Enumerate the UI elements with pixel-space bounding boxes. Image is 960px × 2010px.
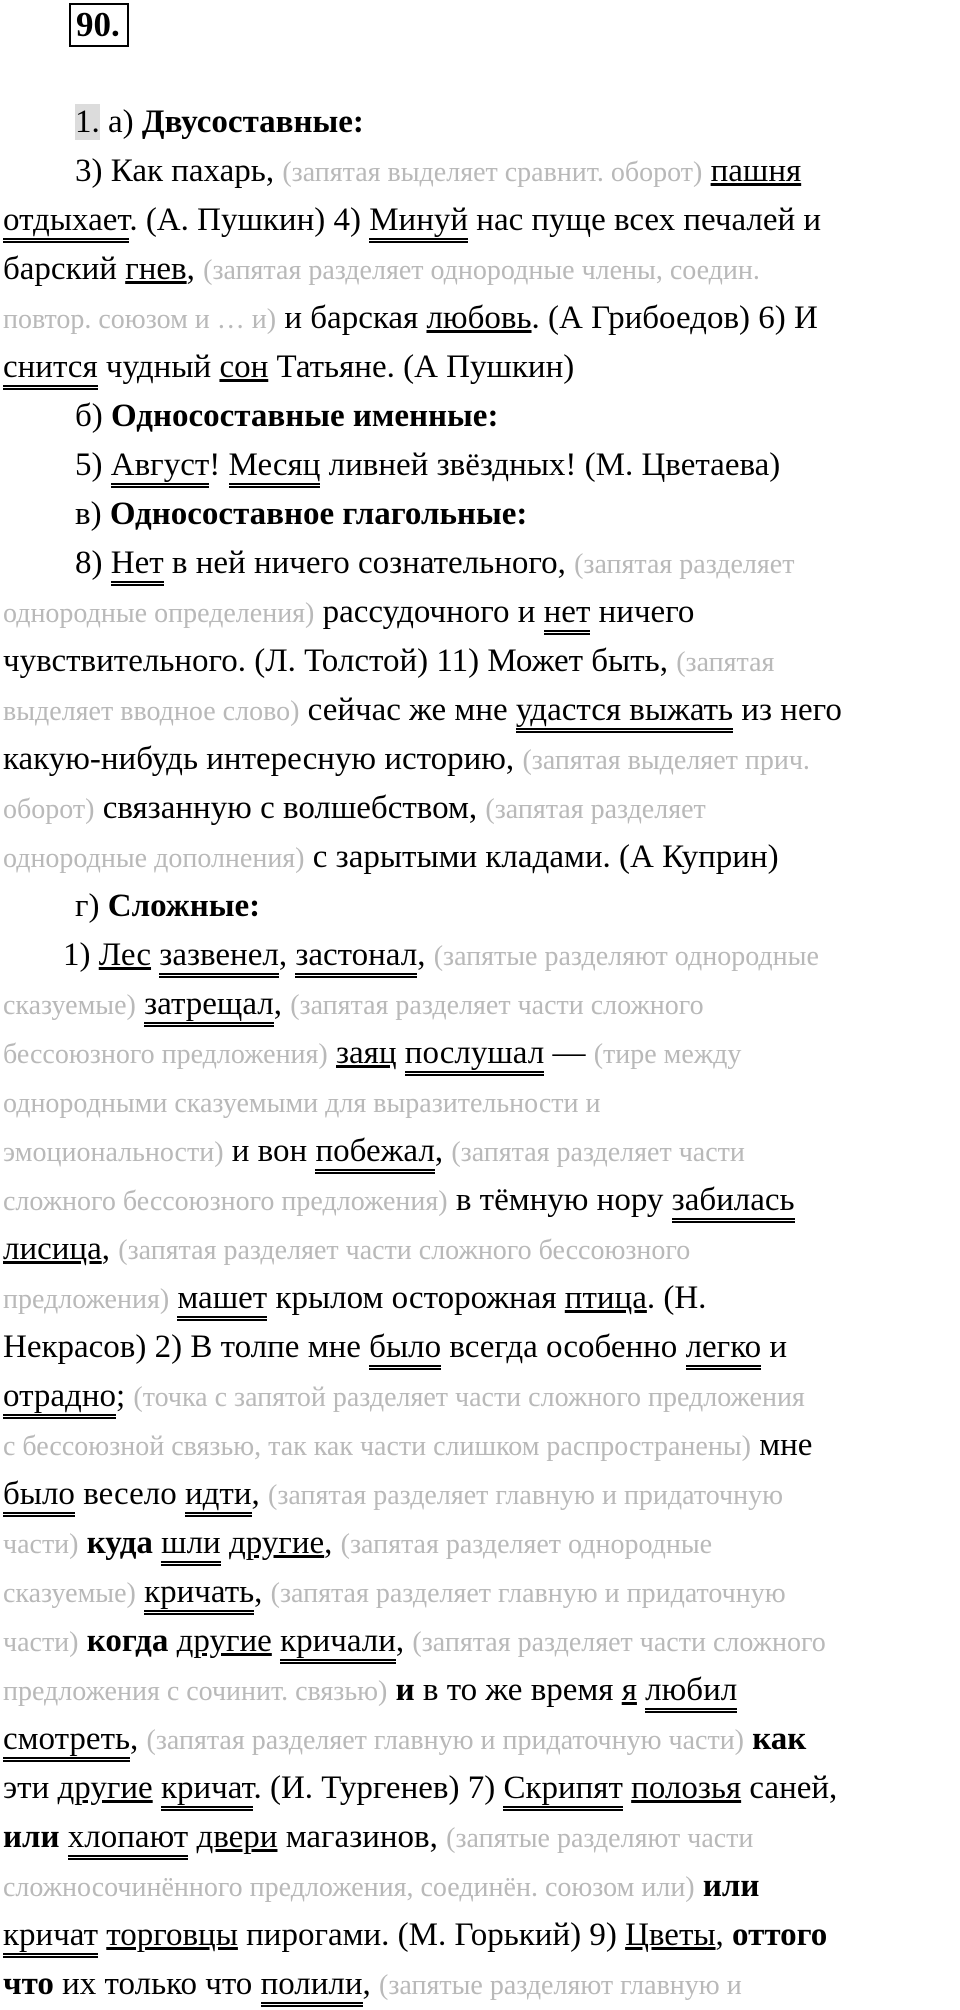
text-segment: Татьяне. (А Пушкин) — [268, 349, 575, 385]
predicate-word: легко — [686, 1329, 762, 1370]
predicate-word: любил — [645, 1672, 737, 1713]
text-segment: весело — [74, 1476, 185, 1512]
text-segment: какую-нибудь интересную историю, — [3, 741, 523, 777]
comment-note: с бессоюзной связью, так как части слишком распространены) — [3, 1431, 751, 1462]
text-segment: Некрасов) 2) В толпе мне — [3, 1329, 370, 1365]
predicate-word: нет — [544, 594, 591, 635]
text-segment: — — [544, 1035, 594, 1071]
text-segment — [168, 1623, 176, 1659]
comment-note: (запятая разделяет — [574, 549, 795, 580]
subject-word: заяц — [336, 1035, 397, 1071]
text-line — [3, 294, 955, 343]
text-line — [3, 784, 955, 833]
comment-note: однородные определения) — [3, 598, 315, 629]
text-segment — [387, 1672, 395, 1708]
text-segment: г) — [75, 888, 108, 924]
text-line — [3, 490, 955, 539]
predicate-word: отдыхает — [3, 202, 129, 243]
predicate-word: Месяц — [229, 447, 321, 488]
predicate-word: забилась — [672, 1182, 795, 1223]
text-segment: ничего — [590, 594, 695, 630]
predicate-word: Минуй — [369, 202, 468, 243]
comment-note: (запятая разделяет однородные — [340, 1529, 713, 1560]
text-line — [3, 1960, 955, 2009]
text-line — [3, 1127, 955, 1176]
text-segment: чудный — [97, 349, 220, 385]
predicate-word: снится — [3, 349, 98, 390]
heading-term: когда — [86, 1623, 169, 1659]
heading-term: Односоставные именные: — [111, 398, 499, 434]
heading-term: Двусоставные: — [141, 104, 364, 140]
text-segment — [328, 1035, 336, 1071]
text-segment — [702, 153, 710, 189]
text-segment: , — [254, 1574, 271, 1610]
predicate-word: Нет — [111, 545, 164, 586]
text-line — [3, 1617, 955, 1666]
text-line — [3, 1078, 955, 1127]
exercise-number: 90. — [69, 3, 129, 47]
text-segment: нас пуще всех печалей и — [468, 202, 822, 238]
predicate-word: Скрипят — [503, 1770, 622, 1811]
text-line — [3, 931, 955, 980]
text-line — [3, 539, 955, 588]
subject-word: я — [621, 1672, 637, 1708]
text-segment — [153, 1525, 161, 1561]
text-segment: , — [130, 1721, 147, 1757]
comment-note: сказуемые) — [3, 1578, 136, 1609]
text-line — [3, 980, 955, 1029]
text-segment: и барская — [276, 300, 427, 336]
text-segment — [60, 1819, 68, 1855]
comment-note: (запятая разделяет — [485, 794, 706, 825]
predicate-word: застонал — [295, 937, 417, 978]
comment-note: сложносочинённого предложения, соединён. союзом или) — [3, 1872, 695, 1903]
comment-note: однородными сказуемыми для выразительности и — [3, 1088, 601, 1119]
text-segment: 5) — [75, 447, 111, 483]
comment-note: части) — [3, 1529, 79, 1560]
comment-note: выделяет вводное слово) — [3, 696, 300, 727]
predicate-word: затрещал — [144, 986, 274, 1027]
predicate-word: зазвенел — [159, 937, 279, 978]
text-segment: . (Н. — [646, 1280, 707, 1316]
text-segment: , — [273, 986, 291, 1022]
text-segment: чувствительного. (Л. Толстой) 11) Может быть, — [3, 643, 677, 679]
text-line — [3, 1323, 955, 1372]
heading-term: Односоставное глагольные: — [109, 496, 528, 532]
heading-term: оттого — [732, 1917, 828, 1953]
text-segment — [623, 1770, 631, 1806]
text-line — [3, 1421, 955, 1470]
text-segment: ливней звёздных! (М. Цветаева) — [320, 447, 781, 483]
text-segment: в тёмную нору — [447, 1182, 672, 1218]
predicate-word: кричат — [161, 1770, 254, 1811]
text-segment: , — [362, 1966, 380, 2002]
comment-note: повтор. союзом и … и) — [3, 304, 277, 335]
comment-note: (запятая разделяет части сложного — [412, 1627, 826, 1658]
text-segment: всегда особенно — [441, 1329, 686, 1365]
heading-term: куда — [86, 1525, 153, 1561]
comment-note: (тире между — [593, 1039, 742, 1070]
predicate-word: машет — [177, 1280, 267, 1321]
text-line — [3, 343, 955, 392]
comment-note: (запятая разделяет части сложного — [290, 990, 704, 1021]
comment-note: сказуемые) — [3, 990, 136, 1021]
heading-term: или — [702, 1868, 760, 1904]
comment-note: (запятая разделяет однородные члены, соедин. — [203, 255, 760, 286]
comment-note: части) — [3, 1627, 79, 1658]
comment-note: (запятые разделяют главную и — [379, 1970, 742, 2001]
predicate-word: кричали — [280, 1623, 396, 1664]
text-segment — [695, 1868, 703, 1904]
text-segment: , — [434, 1133, 452, 1169]
text-line — [3, 588, 955, 637]
predicate-word: смотреть — [3, 1721, 130, 1762]
text-segment — [397, 1035, 405, 1071]
text-segment: эти — [3, 1770, 58, 1806]
comment-note: (запятая выделяет прич. — [522, 745, 810, 776]
text-line — [3, 1470, 955, 1519]
comment-note: (запятая разделяет главную и придаточную части) — [146, 1725, 745, 1756]
text-segment — [78, 1525, 86, 1561]
predicate-word: послушал — [405, 1035, 544, 1076]
comment-note: предложения) — [3, 1284, 170, 1315]
text-line — [3, 1029, 955, 1078]
text-segment: , — [278, 937, 296, 973]
comment-note: (запятая разделяет части сложного бессоюзного — [118, 1235, 691, 1266]
comment-note: (запятые разделяют части — [446, 1823, 754, 1854]
subject-word: другие — [228, 1525, 325, 1561]
text-segment: , — [324, 1525, 341, 1561]
text-segment: 1) — [63, 937, 99, 973]
subject-word: Лес — [98, 937, 152, 973]
text-segment: в то же время — [414, 1672, 622, 1708]
predicate-word: побежал — [315, 1133, 434, 1174]
text-line — [3, 1862, 955, 1911]
text-segment: связанную с волшебством, — [94, 790, 486, 826]
text-line — [3, 1764, 955, 1813]
text-line — [3, 735, 955, 784]
comment-note: (точка с запятой разделяет части сложного предложения — [133, 1382, 805, 1413]
text-line — [3, 1274, 955, 1323]
text-segment — [272, 1623, 280, 1659]
subject-word: пашня — [710, 153, 802, 189]
text-segment: барский — [3, 251, 126, 287]
predicate-word: полили — [261, 1966, 363, 2007]
subject-word: лисица — [3, 1231, 102, 1267]
text-line — [3, 1666, 955, 1715]
subject-word: торговцы — [106, 1917, 238, 1953]
text-segment: саней, — [741, 1770, 838, 1806]
predicate-word: шли — [161, 1525, 221, 1566]
text-segment — [136, 1574, 144, 1610]
text-segment: . (А Грибоедов) 6) И — [531, 300, 818, 336]
comment-note: бессоюзного предложения) — [3, 1039, 328, 1070]
text-line — [3, 1715, 955, 1764]
heading-term: Сложные: — [107, 888, 261, 924]
text-segment: б) — [75, 398, 112, 434]
comment-note: (запятая разделяет главную и придаточную — [268, 1480, 783, 1511]
text-line — [3, 637, 955, 686]
item-marker: 1. — [75, 104, 100, 140]
text-segment — [78, 1623, 86, 1659]
comment-note: эмоциональности) — [3, 1137, 224, 1168]
text-line — [3, 392, 955, 441]
text-segment — [637, 1672, 645, 1708]
text-line — [3, 1813, 955, 1862]
subject-word: Цветы — [625, 1917, 716, 1953]
comment-note: сложного бессоюзного предложения) — [3, 1186, 448, 1217]
text-line — [3, 1225, 955, 1274]
text-segment: и вон — [223, 1133, 316, 1169]
text-segment: магазинов, — [277, 1819, 447, 1855]
text-segment: и — [761, 1329, 787, 1365]
text-segment — [221, 1525, 229, 1561]
text-segment: . (А. Пушкин) 4) — [129, 202, 370, 238]
subject-word: любовь — [426, 300, 532, 336]
text-segment: пирогами. (М. Горький) 9) — [237, 1917, 626, 1953]
comment-note: однородные дополнения) — [3, 843, 305, 874]
text-line — [3, 1911, 955, 1960]
subject-word: сон — [219, 349, 269, 385]
text-segment: , — [186, 251, 204, 287]
comment-note: (запятая разделяет главную и придаточную — [270, 1578, 786, 1609]
text-segment — [153, 1770, 161, 1806]
predicate-word: удастся выжать — [516, 692, 733, 733]
text-line — [3, 441, 955, 490]
text-segment: из него — [733, 692, 842, 728]
predicate-word: Август — [111, 447, 210, 488]
text-line — [3, 833, 955, 882]
subject-word: птица — [564, 1280, 647, 1316]
text-line — [3, 1519, 955, 1568]
text-segment: их только что — [53, 1966, 261, 2002]
text-segment: ! — [209, 447, 229, 483]
text-segment: . (И. Тургенев) 7) — [253, 1770, 504, 1806]
subject-word: другие — [57, 1770, 153, 1806]
text-segment: мне — [750, 1427, 813, 1463]
exercise-text — [3, 98, 955, 2009]
subject-word: гнев — [125, 251, 187, 287]
predicate-word: кричать — [144, 1574, 254, 1615]
text-line — [3, 245, 955, 294]
heading-term: как — [752, 1721, 807, 1757]
subject-word: другие — [176, 1623, 272, 1659]
text-segment: 8) — [75, 545, 111, 581]
text-segment: рассудочного и — [314, 594, 544, 630]
comment-note: предложения с сочинит. связью) — [3, 1676, 388, 1707]
text-line — [3, 1568, 955, 1617]
text-line — [3, 147, 955, 196]
text-segment: в ней ничего сознательного, — [163, 545, 575, 581]
predicate-word: отрадно — [3, 1378, 116, 1419]
comment-note: оборот) — [3, 794, 95, 825]
comment-note: (запятая выделяет сравнит. оборот) — [282, 157, 703, 188]
comment-note: (запятая разделяет части — [451, 1137, 745, 1168]
text-segment: , — [251, 1476, 269, 1512]
text-line — [3, 196, 955, 245]
text-line — [3, 686, 955, 735]
text-segment: , — [395, 1623, 413, 1659]
text-segment: , — [417, 937, 434, 973]
predicate-word: было — [3, 1476, 75, 1517]
predicate-word: кричат — [3, 1917, 98, 1958]
text-segment: , — [101, 1231, 119, 1267]
text-line — [3, 882, 955, 931]
heading-term: что — [3, 1966, 54, 2002]
text-segment — [136, 986, 144, 1022]
text-segment: крылом осторожная — [267, 1280, 565, 1316]
predicate-word: было — [369, 1329, 441, 1370]
predicate-word: идти — [185, 1476, 252, 1517]
text-segment: а) — [99, 104, 142, 140]
text-segment: с зарытыми кладами. (А Куприн) — [304, 839, 779, 875]
heading-term: и — [395, 1672, 415, 1708]
text-line — [3, 1176, 955, 1225]
heading-term: или — [3, 1819, 60, 1855]
text-segment: 3) Как пахарь, — [75, 153, 283, 189]
comment-note: (запятая — [676, 647, 775, 678]
comment-note: (запятые разделяют однородные — [433, 941, 819, 972]
text-segment: в) — [75, 496, 110, 532]
subject-word: двери — [196, 1819, 278, 1855]
text-segment: ; — [116, 1378, 134, 1414]
subject-word: полозья — [631, 1770, 742, 1806]
text-segment: сейчас же мне — [299, 692, 516, 728]
text-segment: , — [715, 1917, 733, 1953]
predicate-word: хлопают — [68, 1819, 188, 1860]
text-line — [3, 98, 955, 147]
text-line — [3, 1372, 955, 1421]
